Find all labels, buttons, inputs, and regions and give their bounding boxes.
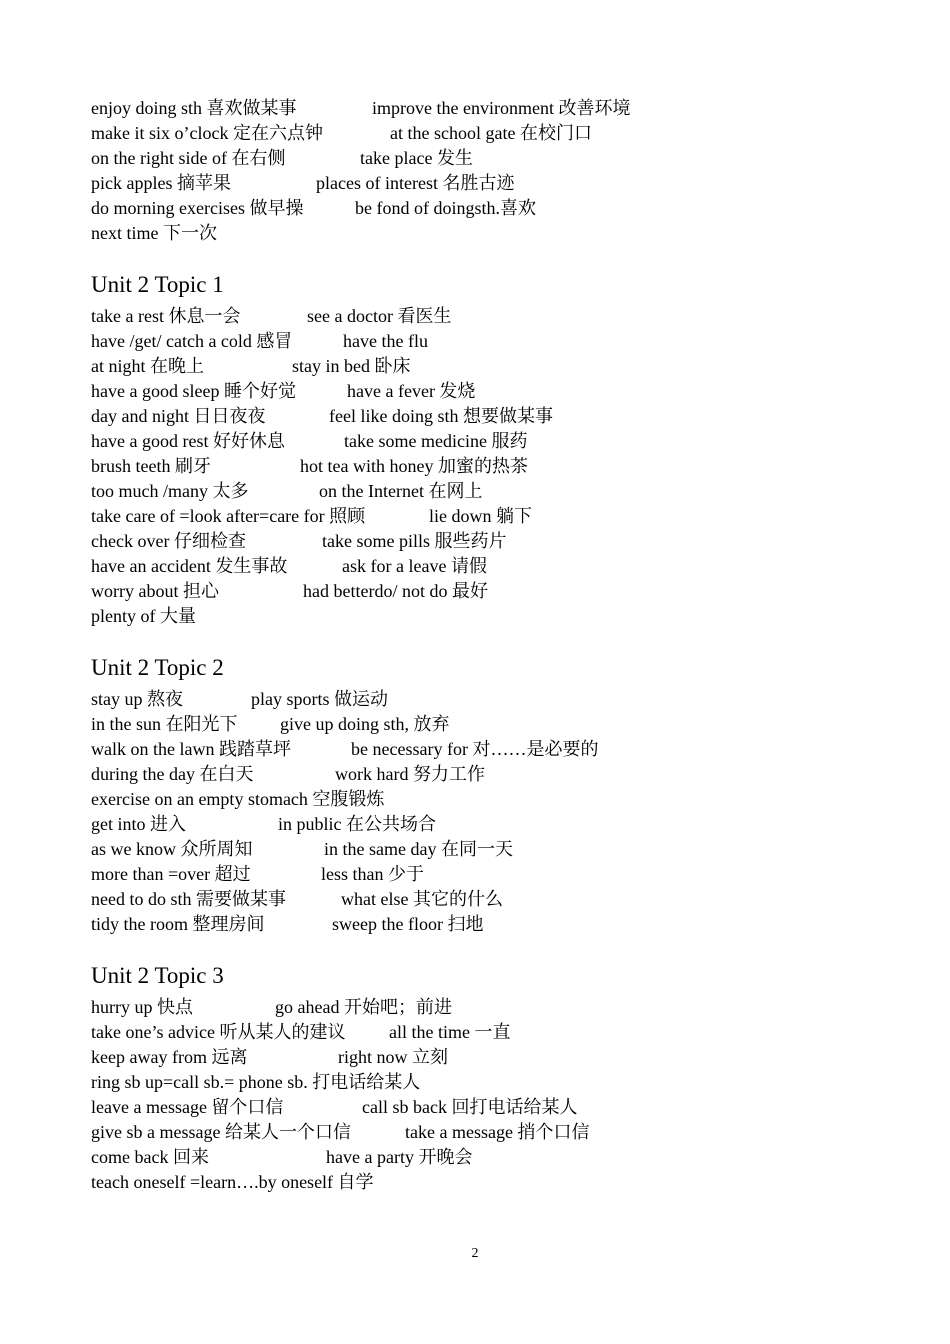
phrase-right: be necessary for 对……是必要的 [351, 739, 599, 759]
phrase-row [91, 171, 891, 196]
phrase-right: have a party 开晚会 [326, 1147, 473, 1167]
phrase-left: enjoy doing sth 喜欢做某事 [91, 98, 297, 118]
phrase-row [91, 354, 891, 379]
phrase-row [91, 995, 891, 1020]
phrase-left: walk on the lawn 践踏草坪 [91, 739, 291, 759]
phrase-right: give up doing sth, 放弃 [280, 714, 450, 734]
phrase-left: make it six o’clock 定在六点钟 [91, 123, 323, 143]
phrase-row [91, 479, 891, 504]
phrase-left: worry about 担心 [91, 581, 219, 601]
phrase-right: have a fever 发烧 [347, 381, 476, 401]
phrase-row [91, 504, 891, 529]
phrase-left: check over 仔细检查 [91, 531, 246, 551]
phrase-row [91, 787, 891, 812]
phrase-right: call sb back 回打电话给某人 [362, 1097, 578, 1117]
phrase-left: during the day 在白天 [91, 764, 254, 784]
section-heading: Unit 2 Topic 3 [91, 963, 224, 988]
phrase-row [91, 454, 891, 479]
phrase-left: in the sun 在阳光下 [91, 714, 238, 734]
phrase-row [91, 529, 891, 554]
phrase-right: in the same day 在同一天 [324, 839, 513, 859]
phrase-left: next time 下一次 [91, 223, 217, 243]
section-unit2-topic2 [91, 651, 891, 937]
phrase-left: too much /many 太多 [91, 481, 249, 501]
phrase-right: had betterdo/ not do 最好 [303, 581, 488, 601]
section-unit2-topic1 [91, 268, 891, 629]
phrase-row [91, 221, 891, 246]
phrase-right: play sports 做运动 [251, 689, 388, 709]
phrase-row [91, 1145, 891, 1170]
phrase-left: get into 进入 [91, 814, 186, 834]
phrase-right: less than 少于 [321, 864, 424, 884]
phrase-left: at night 在晚上 [91, 356, 204, 376]
phrase-left: need to do sth 需要做某事 [91, 889, 286, 909]
phrase-left: teach oneself =learn….by oneself 自学 [91, 1172, 374, 1192]
intro-list [91, 96, 891, 246]
phrase-row [91, 837, 891, 862]
phrase-right: go ahead 开始吧；前进 [275, 997, 452, 1017]
phrase-left: as we know 众所周知 [91, 839, 253, 859]
phrase-row [91, 862, 891, 887]
phrase-left: stay up 熬夜 [91, 689, 183, 709]
phrase-row [91, 404, 891, 429]
phrase-row [91, 737, 891, 762]
phrase-row [91, 96, 891, 121]
page-number: 2 [471, 1246, 479, 1261]
phrase-left: take care of =look after=care for 照顾 [91, 506, 366, 526]
phrase-left: hurry up 快点 [91, 997, 193, 1017]
phrase-left: more than =over 超过 [91, 864, 251, 884]
phrase-row [91, 379, 891, 404]
phrase-left: take one’s advice 听从某人的建议 [91, 1022, 346, 1042]
phrase-right: feel like doing sth 想要做某事 [329, 406, 553, 426]
phrase-left: leave a message 留个口信 [91, 1097, 284, 1117]
phrase-row [91, 1070, 891, 1095]
phrase-row [91, 554, 891, 579]
phrase-left: day and night 日日夜夜 [91, 406, 266, 426]
phrase-right: what else 其它的什么 [341, 889, 503, 909]
phrase-row [91, 121, 891, 146]
phrase-row [91, 579, 891, 604]
phrase-right: work hard 努力工作 [335, 764, 485, 784]
phrase-right: hot tea with honey 加蜜的热茶 [300, 456, 528, 476]
phrase-right: take place 发生 [360, 148, 473, 168]
phrase-right: take some medicine 服药 [344, 431, 528, 451]
phrase-left: have an accident 发生事故 [91, 556, 288, 576]
phrase-left: give sb a message 给某人一个口信 [91, 1122, 351, 1142]
phrase-row [91, 604, 891, 629]
phrase-right: see a doctor 看医生 [307, 306, 452, 326]
section-heading: Unit 2 Topic 1 [91, 272, 224, 297]
phrase-right: stay in bed 卧床 [292, 356, 411, 376]
vocabulary-page [91, 96, 891, 1195]
phrase-row [91, 712, 891, 737]
phrase-left: pick apples 摘苹果 [91, 173, 231, 193]
phrase-row [91, 1120, 891, 1145]
phrase-right: right now 立刻 [338, 1047, 448, 1067]
phrase-left: have a good rest 好好休息 [91, 431, 285, 451]
phrase-left: come back 回来 [91, 1147, 209, 1167]
phrase-row [91, 1020, 891, 1045]
phrase-right: at the school gate 在校门口 [390, 123, 592, 143]
phrase-row [91, 912, 891, 937]
phrase-right: improve the environment 改善环境 [372, 98, 631, 118]
phrase-row [91, 1170, 891, 1195]
phrase-left: do morning exercises 做早操 [91, 198, 304, 218]
phrase-right: all the time 一直 [389, 1022, 511, 1042]
phrase-left: ring sb up=call sb.= phone sb. 打电话给某人 [91, 1072, 421, 1092]
phrase-row [91, 429, 891, 454]
phrase-left: take a rest 休息一会 [91, 306, 241, 326]
phrase-right: in public 在公共场合 [278, 814, 436, 834]
section-heading: Unit 2 Topic 2 [91, 655, 224, 680]
phrase-row [91, 687, 891, 712]
phrase-left: have a good sleep 睡个好觉 [91, 381, 296, 401]
section-unit2-topic3 [91, 959, 891, 1195]
phrase-row [91, 146, 891, 171]
phrase-left: exercise on an empty stomach 空腹锻炼 [91, 789, 385, 809]
phrase-right: ask for a leave 请假 [342, 556, 487, 576]
phrase-left: brush teeth 刷牙 [91, 456, 211, 476]
phrase-left: plenty of 大量 [91, 606, 196, 626]
phrase-right: on the Internet 在网上 [319, 481, 483, 501]
phrase-right: lie down 躺下 [429, 506, 532, 526]
phrase-row [91, 329, 891, 354]
phrase-right: be fond of doingsth.喜欢 [355, 198, 536, 218]
phrase-row [91, 304, 891, 329]
phrase-row [91, 196, 891, 221]
phrase-left: on the right side of 在右侧 [91, 148, 286, 168]
phrase-left: have /get/ catch a cold 感冒 [91, 331, 293, 351]
phrase-right: take some pills 服些药片 [322, 531, 507, 551]
phrase-right: sweep the floor 扫地 [332, 914, 484, 934]
phrase-row [91, 812, 891, 837]
phrase-right: places of interest 名胜古迹 [316, 173, 515, 193]
phrase-row [91, 1095, 891, 1120]
phrase-row [91, 887, 891, 912]
phrase-left: tidy the room 整理房间 [91, 914, 265, 934]
phrase-row [91, 762, 891, 787]
phrase-right: take a message 捎个口信 [405, 1122, 590, 1142]
phrase-right: have the flu [343, 331, 428, 351]
phrase-row [91, 1045, 891, 1070]
phrase-left: keep away from 远离 [91, 1047, 248, 1067]
